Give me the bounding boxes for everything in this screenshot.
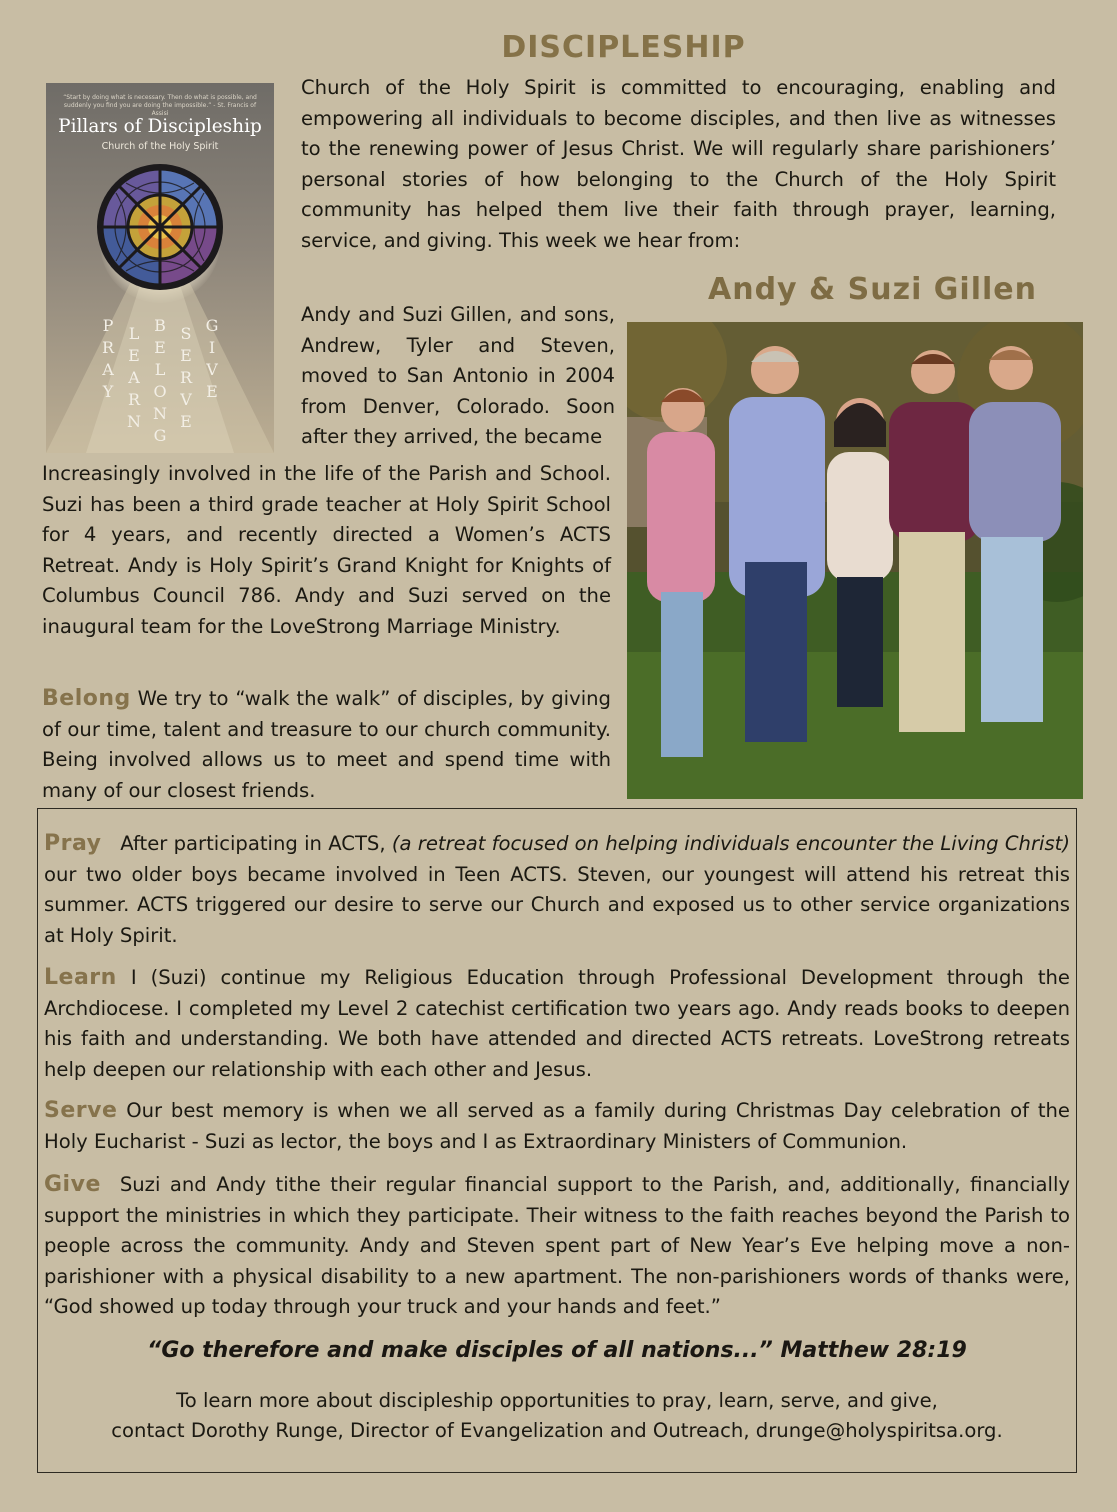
- learn-text: I (Suzi) continue my Religious Education through Professional Development through the Archdiocese. I completed my Level 2 catechist certification two years ago. Andy reads books to deepen his faith and understanding. We both have attended and directed ACTS retreats. LoveStrong retreats help deepen our relationship with each other and Jesus.: [44, 966, 1070, 1081]
- page-title: DISCIPLESHIP: [501, 30, 746, 65]
- pray-text-italic: (a retreat focused on helping individuals encounter the Living Christ): [391, 832, 1070, 855]
- contact-line-2: contact Dorothy Runge, Director of Evangelization and Outreach, drunge@holyspiritsa.org.: [111, 1419, 1003, 1442]
- pray-text-b: our two older boys became involved in Teen ACTS. Steven, our youngest will attend his retreat this summer. ACTS triggered our desire to serve our Church and exposed us to other service organizations at Holy Spirit.: [44, 862, 1070, 947]
- pillar-give: G I V E: [205, 316, 219, 401]
- pray-text-a: After participating in ACTS,: [120, 832, 386, 855]
- learn-heading: Learn: [44, 965, 117, 990]
- serve-section: [44, 1096, 1070, 1157]
- contact-line-1: To learn more about discipleship opportunities to pray, learn, serve, and give,: [176, 1389, 938, 1412]
- belong-text: We try to “walk the walk” of disciples, by giving of our time, talent and treasure to our church community. Being involved allows us to meet and spend time with many of our closest friends.: [42, 687, 611, 802]
- bio-paragraph-continued: Increasingly involved in the life of the Parish and School. Suzi has been a third grade teacher at Holy Spirit School for 4 years, and recently directed a Women’s ACTS Retreat. Andy is Holy Spirit’s Grand Knight for Knights of Columbus Council 786. Andy and Suzi served on the inaugural team for the LoveStrong Marriage Ministry.: [42, 462, 611, 638]
- serve-heading: Serve: [44, 1098, 118, 1123]
- pray-heading: Pray: [44, 831, 102, 856]
- belong-section: [42, 684, 611, 806]
- book-subtitle: Church of the Holy Spirit: [101, 141, 219, 152]
- pillar-pray: P R A Y: [101, 316, 115, 401]
- scripture-quote: “Go therefore and make disciples of all nations...” Matthew 28:19: [147, 1338, 967, 1363]
- give-text: Suzi and Andy tithe their regular financial support to the Parish, and, additionally, financially support the ministries in which they participate. Their witness to the faith reaches beyond the Parish to people across the community. Andy and Steven spent part of New Year’s Eve helping move a non-parishioner with a physical disability to a new apartment. The non-parishioners words of thanks were, “God showed up today through your truck and your hands and feet.”: [44, 1173, 1070, 1318]
- pray-section: [44, 829, 1070, 951]
- featured-family-name: Andy & Suzi Gillen: [708, 272, 1037, 307]
- serve-text: Our best memory is when we all served as a family during Christmas Day celebration of the Holy Eucharist - Suzi as lector, the boys and I as Extraordinary Ministers of Communion.: [44, 1099, 1070, 1153]
- give-heading: Give: [44, 1172, 101, 1197]
- stained-glass-window-icon: [96, 163, 224, 291]
- family-photo: [627, 322, 1083, 799]
- belong-heading: Belong: [42, 686, 131, 711]
- bio-paragraph-intro: Andy and Suzi Gillen, and sons, Andrew, Tyler and Steven, moved to San Antonio in 2004 from Denver, Colorado. Soon after they arrived, the became: [301, 303, 615, 448]
- learn-section: [44, 963, 1070, 1085]
- give-section: [44, 1170, 1070, 1323]
- book-title: Pillars of Discipleship: [58, 116, 262, 137]
- pillar-learn: L E A R N: [127, 324, 141, 431]
- pillar-belong: B E L O N G: [153, 316, 167, 445]
- book-cover-image: [46, 83, 274, 453]
- intro-paragraph: Church of the Holy Spirit is committed to encouraging, enabling and empowering all individuals to become disciples, and then live as witnesses to the renewing power of Jesus Christ. We will regularly share parishioners’ personal stories of how belonging to the Church of the Holy Spirit community has helped them live their faith through prayer, learning, service, and giving. This week we hear from:: [301, 76, 1056, 252]
- family-photo-illustration: [627, 322, 1083, 799]
- pillar-serve: S E R V E: [179, 324, 193, 431]
- contact-info: [37, 1386, 1077, 1446]
- book-quote: “Start by doing what is necessary. Then do what is possible, and suddenly you find you are doing the impossible.” - St. Francis of Assisi: [63, 94, 257, 117]
